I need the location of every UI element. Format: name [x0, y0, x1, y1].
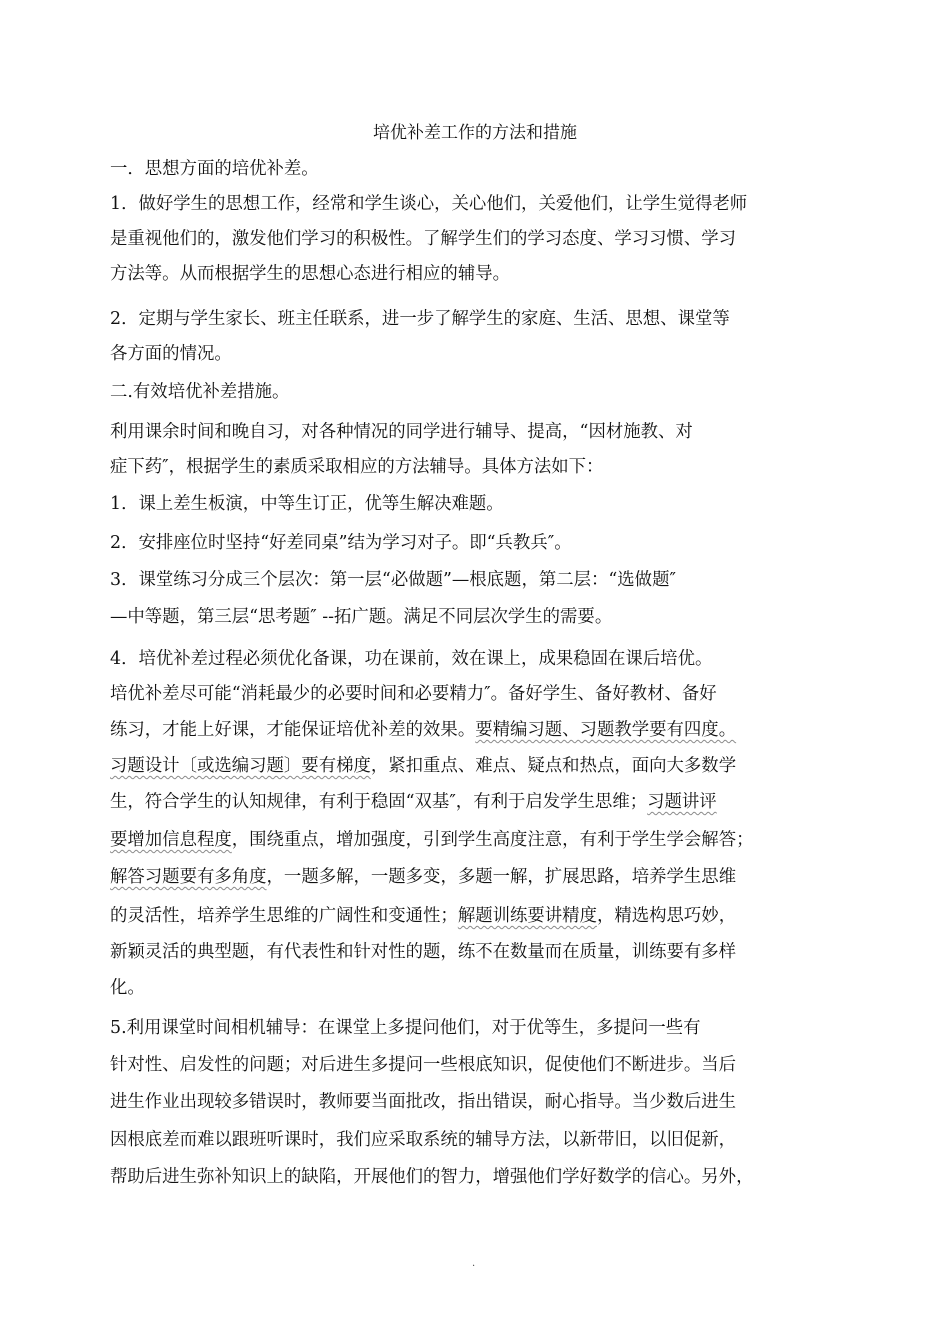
flagged-text-segment: 要精编习题、习题教学要有四度。: [475, 720, 737, 740]
text-segment: 是重视他们的，激发他们学习的积极性。了解学生们的学习态度、学习习惯、学习: [110, 229, 737, 249]
body-line: [110, 606, 612, 628]
text-segment: 新颖灵活的典型题，有代表性和针对性的题，练不在数量而在质量，训练要有多样: [110, 942, 737, 962]
document-title: 培优补差工作的方法和措施: [373, 123, 577, 143]
body-line: [110, 381, 289, 403]
text-segment: ，围绕重点，增加强度，引到学生高度注意，有利于学生学会解答；: [231, 830, 754, 850]
text-segment: 3．课堂练习分成三个层次：第一层“必做题”—根底题，第二层：“选做题″: [110, 570, 676, 590]
body-line: [110, 977, 145, 999]
text-segment: 1．做好学生的思想工作，经常和学生谈心，关心他们，关爱他们，让学生觉得老师: [110, 194, 748, 214]
flagged-text-segment: 习题设计〔或选编习题〕要有梯度: [110, 756, 371, 776]
text-segment: 的灵活性，培养学生思维的广阔性和变通性；: [110, 906, 458, 926]
body-line: [110, 791, 717, 813]
flagged-text-segment: 解答习题要有多角度: [110, 867, 267, 887]
text-segment: 各方面的情况。: [110, 344, 232, 364]
text-segment: —中等题，第三层“思考题″ --拓广题。满足不同层次学生的需要。: [110, 607, 613, 627]
flagged-text-segment: 解题训练要讲精度: [457, 906, 597, 926]
flagged-text-segment: 习题讲评: [647, 792, 717, 812]
text-segment: 针对性、启发性的问题；对后进生多提问一些根底知识，促使他们不断进步。当后: [110, 1055, 737, 1075]
body-line: [110, 263, 510, 285]
text-segment: 化。: [110, 978, 145, 998]
page-footer-mark: .: [472, 1258, 476, 1269]
body-line: [110, 1091, 736, 1113]
text-segment: 因根底差而难以跟班听课时，我们应采取系统的辅导方法，以新带旧，以旧促新，: [110, 1130, 737, 1150]
text-segment: 帮助后进生弥补知识上的缺陷，开展他们的智力，增强他们学好数学的信心。另外，: [110, 1167, 754, 1187]
text-segment: 二.有效培优补差措施。: [110, 382, 290, 402]
text-segment: 症下药″，根据学生的素质采取相应的方法辅导。具体方法如下：: [110, 457, 604, 477]
body-line: [110, 158, 319, 180]
flagged-text-segment: 要增加信息程度: [110, 830, 232, 850]
text-segment: 利用课余时间和晚自习，对各种情况的同学进行辅导、提高，“因材施教、对: [110, 422, 693, 442]
text-segment: 培优补差尽可能“消耗最少的必要时间和必要精力″。备好学生、备好教材、备好: [110, 684, 717, 704]
body-line: [110, 1054, 736, 1076]
body-line: [110, 1166, 753, 1188]
text-segment: 生，符合学生的认知规律，有利于稳固“双基″，有利于启发学生思维；: [110, 792, 648, 812]
body-line: [110, 1017, 701, 1039]
body-line: [110, 905, 736, 927]
text-segment: ，紧扣重点、难点、疑点和热点，面向大多数学: [370, 756, 737, 776]
text-segment: 5.利用课堂时间相机辅导：在课堂上多提问他们，对于优等生，多提问一些有: [110, 1018, 701, 1038]
text-segment: 一．思想方面的培优补差。: [110, 159, 319, 179]
text-segment: 2．安排座位时坚持“好差同桌”结为学习对子。即“兵教兵″。: [110, 533, 572, 553]
body-line: [110, 228, 736, 250]
text-segment: 1．课上差生板演，中等生订正，优等生解决难题。: [110, 494, 504, 514]
body-line: [110, 719, 736, 741]
body-line: [110, 755, 736, 777]
text-segment: 2．定期与学生家长、班主任联系，进一步了解学生的家庭、生活、思想、课堂等: [110, 309, 730, 329]
body-line: [110, 193, 747, 215]
body-line: [110, 421, 693, 443]
body-line: [110, 456, 603, 478]
body-line: [110, 941, 736, 963]
body-line: [110, 308, 730, 330]
body-line: [110, 866, 736, 888]
body-line: [110, 532, 572, 554]
body-line: [110, 569, 676, 591]
text-segment: 练习，才能上好课，才能保证培优补差的效果。: [110, 720, 476, 740]
text-segment: ，精选构思巧妙，: [596, 906, 737, 926]
text-segment: 方法等。从而根据学生的思想心态进行相应的辅导。: [110, 264, 510, 284]
body-line: [110, 648, 712, 670]
body-line: [110, 683, 717, 705]
text-segment: ，一题多解，一题多变，多题一解，扩展思路，培养学生思维: [266, 867, 737, 887]
body-line: [110, 343, 232, 365]
text-segment: 4．培优补差过程必须优化备课，功在课前，效在课上，成果稳固在课后培优。: [110, 649, 713, 669]
body-line: [110, 1129, 736, 1151]
body-line: [110, 829, 753, 851]
text-segment: 进生作业出现较多错误时，教师要当面批改，指出错误，耐心指导。当少数后进生: [110, 1092, 737, 1112]
body-line: [110, 493, 504, 515]
